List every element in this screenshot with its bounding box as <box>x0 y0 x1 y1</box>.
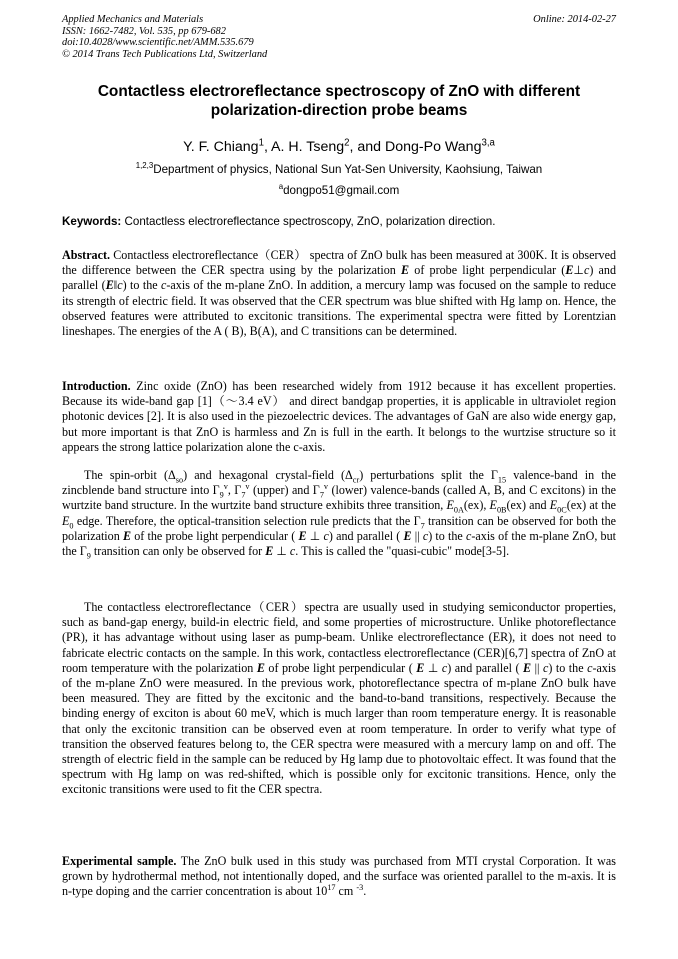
text: -axis of the m-plane ZnO. In addition, a mercury lamp was focused on the sample to reduce its strength of electric field. It was observed that the CER spectrum was blue shifted with Hg lamp on. Hence, the observed features were attributed to excitonic transitions. The experimental spectra were fitted by Lorentzian lineshapes. The energies of the A ( B), B(A), and C transitions can be determined. <box>62 278 617 339</box>
text: Contactless electroreflectance（CER） spectra of ZnO bulk has been measured at 300K. It is observed the difference between the CER spectra using by the polarization <box>62 248 616 278</box>
keywords-label: Keywords: <box>62 215 122 228</box>
text: (lower) valence-bands (called A, B, and C excitons) in the wurtzite band structure. In the wurtzite band structure exhibits three transition, <box>62 483 617 513</box>
subscript: 0B <box>496 505 507 515</box>
affiliation-mark: 1,2,3 <box>135 161 154 171</box>
text: ) and parallel ( <box>447 660 524 675</box>
symbol-c: c <box>587 660 593 675</box>
text: ⊥ <box>273 544 290 559</box>
subscript: 7 <box>241 490 246 500</box>
subscript: 7 <box>420 521 425 531</box>
title-line-1: Contactless electroreflectance spectroscopy of ZnO with different <box>97 83 581 100</box>
symbol-c: c <box>542 660 549 675</box>
text: transition can be observed for both the polarization <box>62 513 616 543</box>
symbol-e: E <box>489 498 497 513</box>
abstract-paragraph <box>62 248 616 339</box>
symbol-c: c <box>466 528 472 543</box>
symbol-c: c <box>422 528 429 543</box>
text: of probe light perpendicular ( <box>264 660 417 675</box>
symbol-e: E <box>446 498 454 513</box>
superscript: v <box>223 482 228 492</box>
text: ) and hexagonal crystal-field (Δ <box>183 468 353 482</box>
author-2-mark: 2 <box>344 137 350 149</box>
subscript: 0 <box>69 521 74 531</box>
symbol-e: E <box>105 278 114 293</box>
text: ) and parallel ( <box>62 263 616 293</box>
experimental-label: Experimental sample. <box>62 854 177 868</box>
text: The ZnO bulk used in this study was purchased from MTI crystal Corporation. It was grown by hydrothermal method, not intentionally doped, and the surface was oriented parallel to the m-axis. It is n-type doping and the carrier concentration is about 10 <box>62 854 616 899</box>
symbol-e: E <box>298 528 307 543</box>
subscript: 15 <box>497 475 507 485</box>
text: of the probe light perpendicular ( <box>131 528 299 543</box>
affiliation-text: Department of physics, National Sun Yat-Sen University, Kaohsiung, Taiwan <box>153 163 543 176</box>
journal-name: Applied Mechanics and Materials <box>62 14 204 25</box>
paper-title <box>62 82 616 120</box>
subscript: 9 <box>219 490 224 500</box>
text: cm <box>335 884 357 899</box>
text: ) to the <box>428 528 466 543</box>
keywords-text: Contactless electroreflectance spectroscopy, ZnO, polarization direction. <box>121 215 496 228</box>
journal-header <box>62 14 616 60</box>
introduction-paragraph <box>62 379 616 455</box>
affiliation <box>62 163 616 177</box>
subscript: 0A <box>453 505 464 515</box>
text: , Γ <box>227 483 242 498</box>
symbol-c: c <box>161 278 167 293</box>
text: valence-band in the zincblende band structure into Γ <box>62 468 616 498</box>
text: -axis of the m-plane ZnO, but the Γ <box>62 528 616 559</box>
text: ⊥ <box>573 263 584 278</box>
text: The spin-orbit (Δ <box>84 468 176 482</box>
symbol-c: c <box>289 544 296 559</box>
symbol-e: E <box>62 513 70 528</box>
text: Zinc oxide (ZnO) has been researched widely from 1912 because it has excellent properties. Because its wide-band gap [1]（～3.4 eV） and direct bandgap properties, it is applicable in ultraviolet region photonic devices [2]. It is also used in the piezoelectric devices. The advantages of GaN are also wide energy gap, but more important is that ZnO is harmless and Zn is full in the earth. It belongs to the wurtzise structure so it appears the strong lattice polarization alone the c-axis. <box>62 379 616 454</box>
author-3: , and Dong-Po Wang <box>349 139 482 155</box>
issn-line: ISSN: 1662-7482, Vol. 535, pp 679-682 <box>62 25 226 37</box>
cer-paragraph <box>62 600 616 798</box>
email-address[interactable]: dongpo51@gmail.com <box>283 184 400 197</box>
author-1: Y. F. Chiang <box>183 139 259 155</box>
subscript: 0C <box>557 505 567 515</box>
symbol-c: c <box>117 278 123 293</box>
introduction-label: Introduction. <box>62 379 131 393</box>
text: . <box>363 884 367 899</box>
text: . This is called the "quasi-cubic" mode[3-5]. <box>295 544 510 559</box>
symbol-c: c <box>583 263 590 278</box>
text: (upper) and Γ <box>249 483 320 498</box>
text: (ex), <box>463 498 490 513</box>
email-line <box>62 184 616 198</box>
superscript: v <box>245 482 250 492</box>
experimental-paragraph <box>62 854 616 900</box>
symbol-e: E <box>265 544 274 559</box>
band-structure-paragraph <box>62 468 616 559</box>
doi-line: doi:10.4028/www.scientific.net/AMM.535.679 <box>62 37 254 49</box>
text: of probe light perpendicular ( <box>409 263 566 278</box>
text: ‖ <box>113 278 118 293</box>
symbol-e: E <box>549 498 558 513</box>
email-mark: a <box>278 182 284 192</box>
online-date: Online: 2014-02-27 <box>533 14 616 25</box>
text: || <box>531 660 543 675</box>
title-line-2: polarization-direction probe beams <box>210 102 468 119</box>
subscript: 7 <box>319 490 324 500</box>
subscript: cr <box>352 475 360 485</box>
symbol-e: E <box>403 528 412 543</box>
text: ⊥ <box>424 660 442 675</box>
text: || <box>411 528 423 543</box>
superscript: v <box>323 482 329 492</box>
text: ) perturbations split the Γ <box>359 468 498 482</box>
author-2: , A. H. Tseng <box>263 139 345 155</box>
superscript: 17 <box>327 883 336 893</box>
symbol-c: c <box>441 660 448 675</box>
text: ) and parallel ( <box>328 528 404 543</box>
text: transition can only be observed for <box>90 544 266 559</box>
subscript: so <box>175 475 184 485</box>
superscript: -3 <box>356 883 364 893</box>
text: ) to the <box>548 660 588 675</box>
text: (ex) at the <box>566 498 616 513</box>
author-1-mark: 1 <box>258 137 264 149</box>
subscript: 9 <box>86 551 91 561</box>
text: (ex) and <box>506 498 550 513</box>
symbol-e: E <box>256 660 265 675</box>
symbol-e: E <box>523 660 532 675</box>
text: ⊥ <box>306 528 324 543</box>
symbol-e: E <box>565 263 574 278</box>
author-list <box>62 138 616 156</box>
text: ) to the <box>122 278 162 293</box>
text: The contactless electroreflectance（CER）spectra are usually used in studying semiconductor properties, such as band-gap energy, build-in electric field, and some properties of microstructure. Unlike photoreflectance (PR), it has advantage without using laser as pump-beam. Unlike electroreflectance (ER), it does not need to fabricate electric contacts on the sample. In this work, contactless electroreflectance (CER)[6,7] spectra of ZnO at room temperature with the polarization <box>62 600 616 675</box>
text: edge. Therefore, the optical-transition selection rule predicts that the Γ <box>73 513 421 528</box>
symbol-e: E <box>416 660 425 675</box>
abstract-label: Abstract. <box>62 248 111 262</box>
symbol-e: E <box>401 263 410 278</box>
symbol-e: E <box>122 528 132 543</box>
text: -axis of the m-plane ZnO were measured. In the previous work, photoreflectance spectra of m-plane ZnO bulk have been measured. They are fitted by the excitonic and the band-to-band transitions, respectively. Because the binding energy of exciton is about 60 meV, which is much larger than room temperature energy. It is reasonable that only the excitonic transition can be observed even at room temperature. In order to verify what type of transition the observed features belong to, the CER spectra were measured with a mercury lamp on and off. The strength of electric field in the sample can be reduced by Hg lamp due to photovoltaic effect. It was found that the spectrum with Hg lamp on was red-shifted, which is possible only for excitonic transitions. Hence, only the excitonic transitions were used to fit the CER spectra. <box>62 660 616 797</box>
copyright-line: © 2014 Trans Tech Publications Ltd, Switzerland <box>62 48 268 60</box>
keywords <box>62 215 616 229</box>
author-3-mark: 3,a <box>481 137 495 149</box>
symbol-c: c <box>323 528 329 543</box>
